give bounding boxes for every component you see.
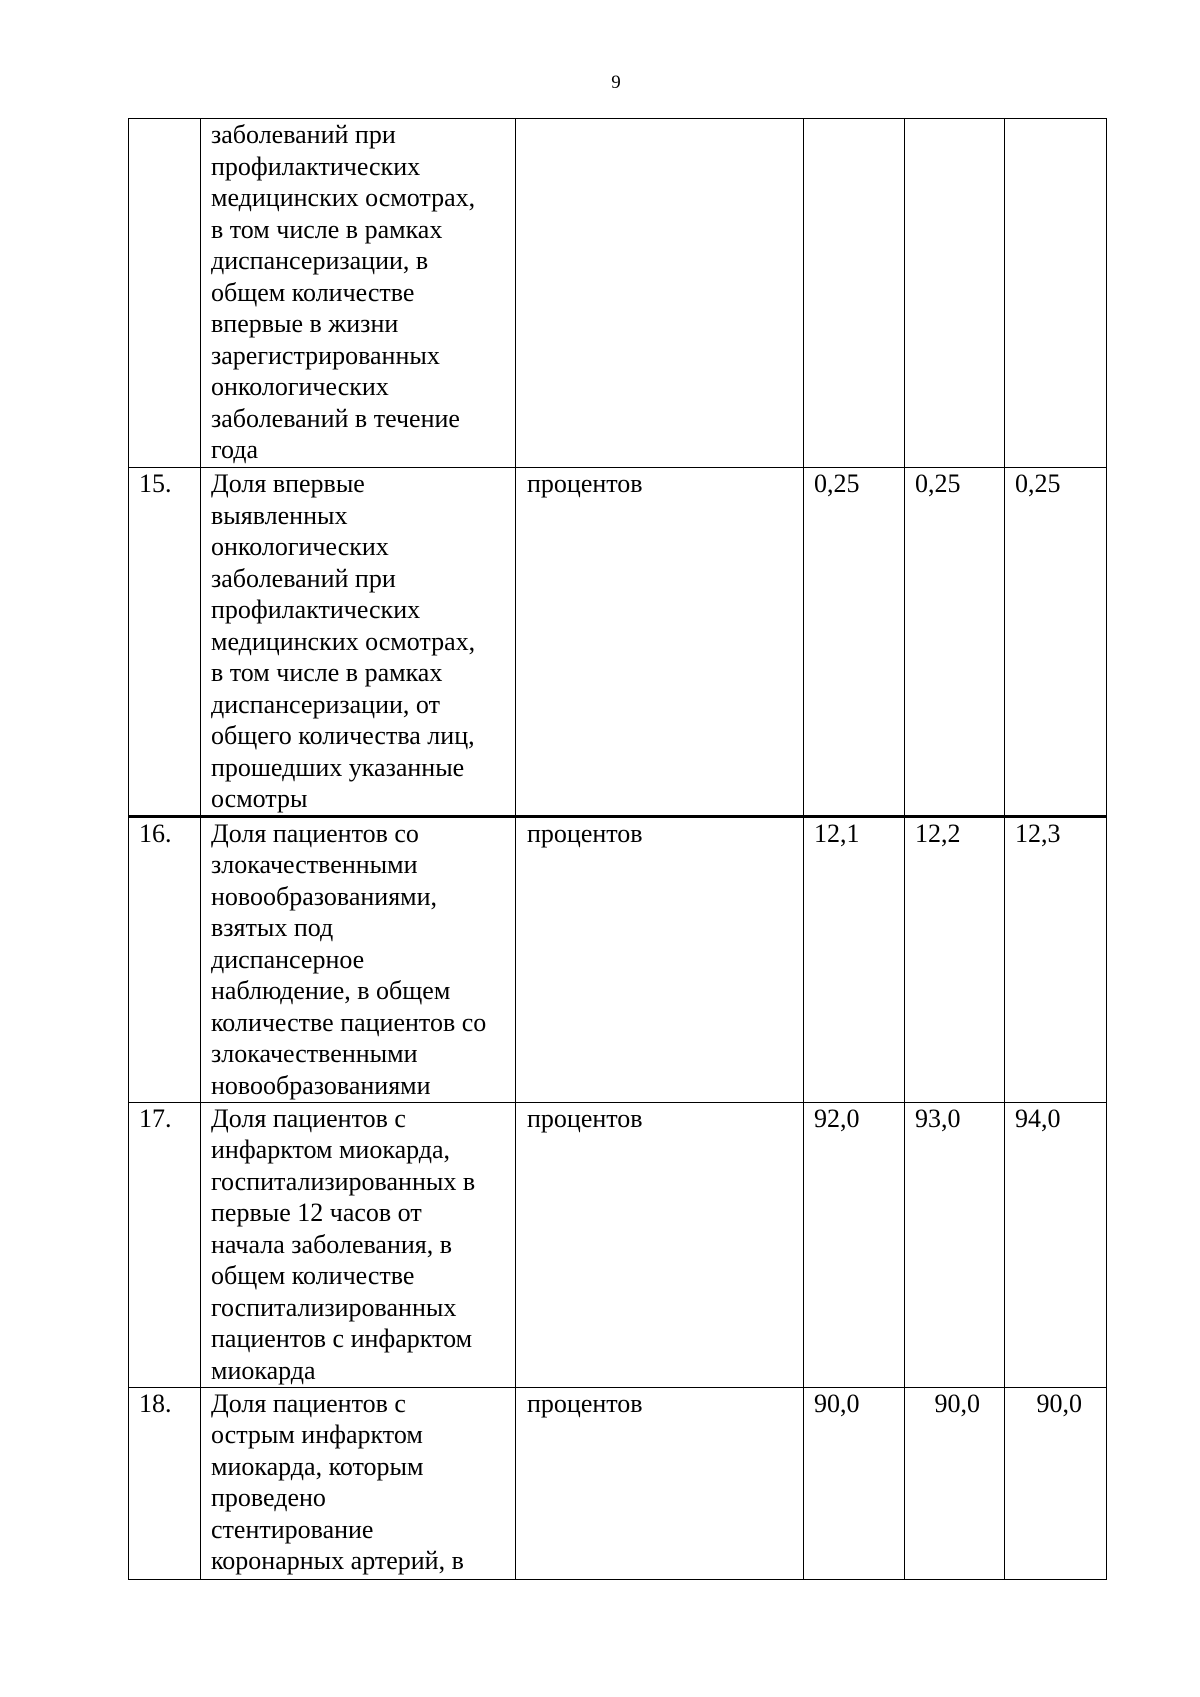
value-year2: 90,0	[934, 1388, 980, 1418]
indicator-name-cell	[201, 119, 516, 468]
value-year2-cell	[905, 1102, 1005, 1387]
value-year2-cell	[905, 1387, 1005, 1579]
row-number: 18.	[139, 1388, 172, 1418]
row-number-cell	[129, 468, 201, 817]
row-number-cell	[129, 119, 201, 468]
value-year3: 94,0	[1015, 1103, 1061, 1133]
indicator-name: Доля впервые выявленных онкологических заболеваний при профилактических медицинских осмотрах, в том числе в рамках диспансеризации, от общего количества лиц, прошедших указанные осмотры	[211, 469, 476, 813]
unit: процентов	[527, 818, 643, 848]
indicators-table	[128, 118, 1107, 1580]
value-year3-cell	[1005, 1102, 1107, 1387]
value-year3-cell	[1005, 1387, 1107, 1579]
unit-cell	[516, 468, 804, 817]
indicator-name: Доля пациентов с инфарктом миокарда, госпитализированных в первые 12 часов от начала заболевания, в общем количестве госпитализированных пациентов с инфарктом миокарда	[211, 1103, 476, 1385]
value-year2-cell	[905, 119, 1005, 468]
table-row	[129, 119, 1107, 468]
indicator-name: Доля пациентов с острым инфарктом миокарда, которым проведено стентирование коронарных артерий, в	[211, 1388, 464, 1575]
value-year3-cell	[1005, 468, 1107, 817]
row-number-cell	[129, 1387, 201, 1579]
row-number: 16.	[139, 818, 172, 848]
indicator-name: Доля пациентов со злокачественными новообразованиями, взятых под диспансерное наблюдение, в общем количестве пациентов со злокачественными новообразованиями	[211, 818, 487, 1100]
value-year1-cell	[804, 119, 905, 468]
row-number-cell	[129, 816, 201, 1102]
indicator-name-cell	[201, 1387, 516, 1579]
page-number: 9	[611, 72, 621, 93]
value-year1-cell	[804, 816, 905, 1102]
value-year1-cell	[804, 1102, 905, 1387]
indicator-name-cell	[201, 1102, 516, 1387]
row-number: 15.	[139, 469, 172, 498]
value-year1: 92,0	[814, 1103, 860, 1133]
unit-cell	[516, 1102, 804, 1387]
value-year1-cell	[804, 468, 905, 817]
value-year3: 90,0	[1036, 1388, 1082, 1418]
table-row	[129, 1102, 1107, 1387]
unit: процентов	[527, 1103, 643, 1133]
unit: процентов	[527, 469, 643, 498]
value-year1-cell	[804, 1387, 905, 1579]
table-row	[129, 816, 1107, 1102]
row-number-cell	[129, 1102, 201, 1387]
indicator-name: заболеваний при профилактических медицинских осмотрах, в том числе в рамках диспансеризации, в общем количестве впервые в жизни зарегистрированных онкологических заболеваний в течение года	[211, 120, 476, 464]
value-year2-cell	[905, 468, 1005, 817]
value-year2-cell	[905, 816, 1005, 1102]
value-year1: 12,1	[814, 818, 860, 848]
value-year3-cell	[1005, 119, 1107, 468]
table-row	[129, 468, 1107, 817]
unit: процентов	[527, 1388, 643, 1418]
unit-cell	[516, 816, 804, 1102]
value-year2: 12,2	[915, 818, 961, 848]
table-row	[129, 1387, 1107, 1579]
unit-cell	[516, 119, 804, 468]
indicator-name-cell	[201, 468, 516, 817]
value-year2: 0,25	[915, 469, 961, 498]
value-year3: 12,3	[1015, 818, 1061, 848]
value-year3-cell	[1005, 816, 1107, 1102]
unit-cell	[516, 1387, 804, 1579]
row-number: 17.	[139, 1103, 172, 1133]
value-year2: 93,0	[915, 1103, 961, 1133]
value-year1: 90,0	[814, 1388, 860, 1418]
indicator-name-cell	[201, 816, 516, 1102]
value-year1: 0,25	[814, 469, 860, 498]
value-year3: 0,25	[1015, 469, 1061, 498]
